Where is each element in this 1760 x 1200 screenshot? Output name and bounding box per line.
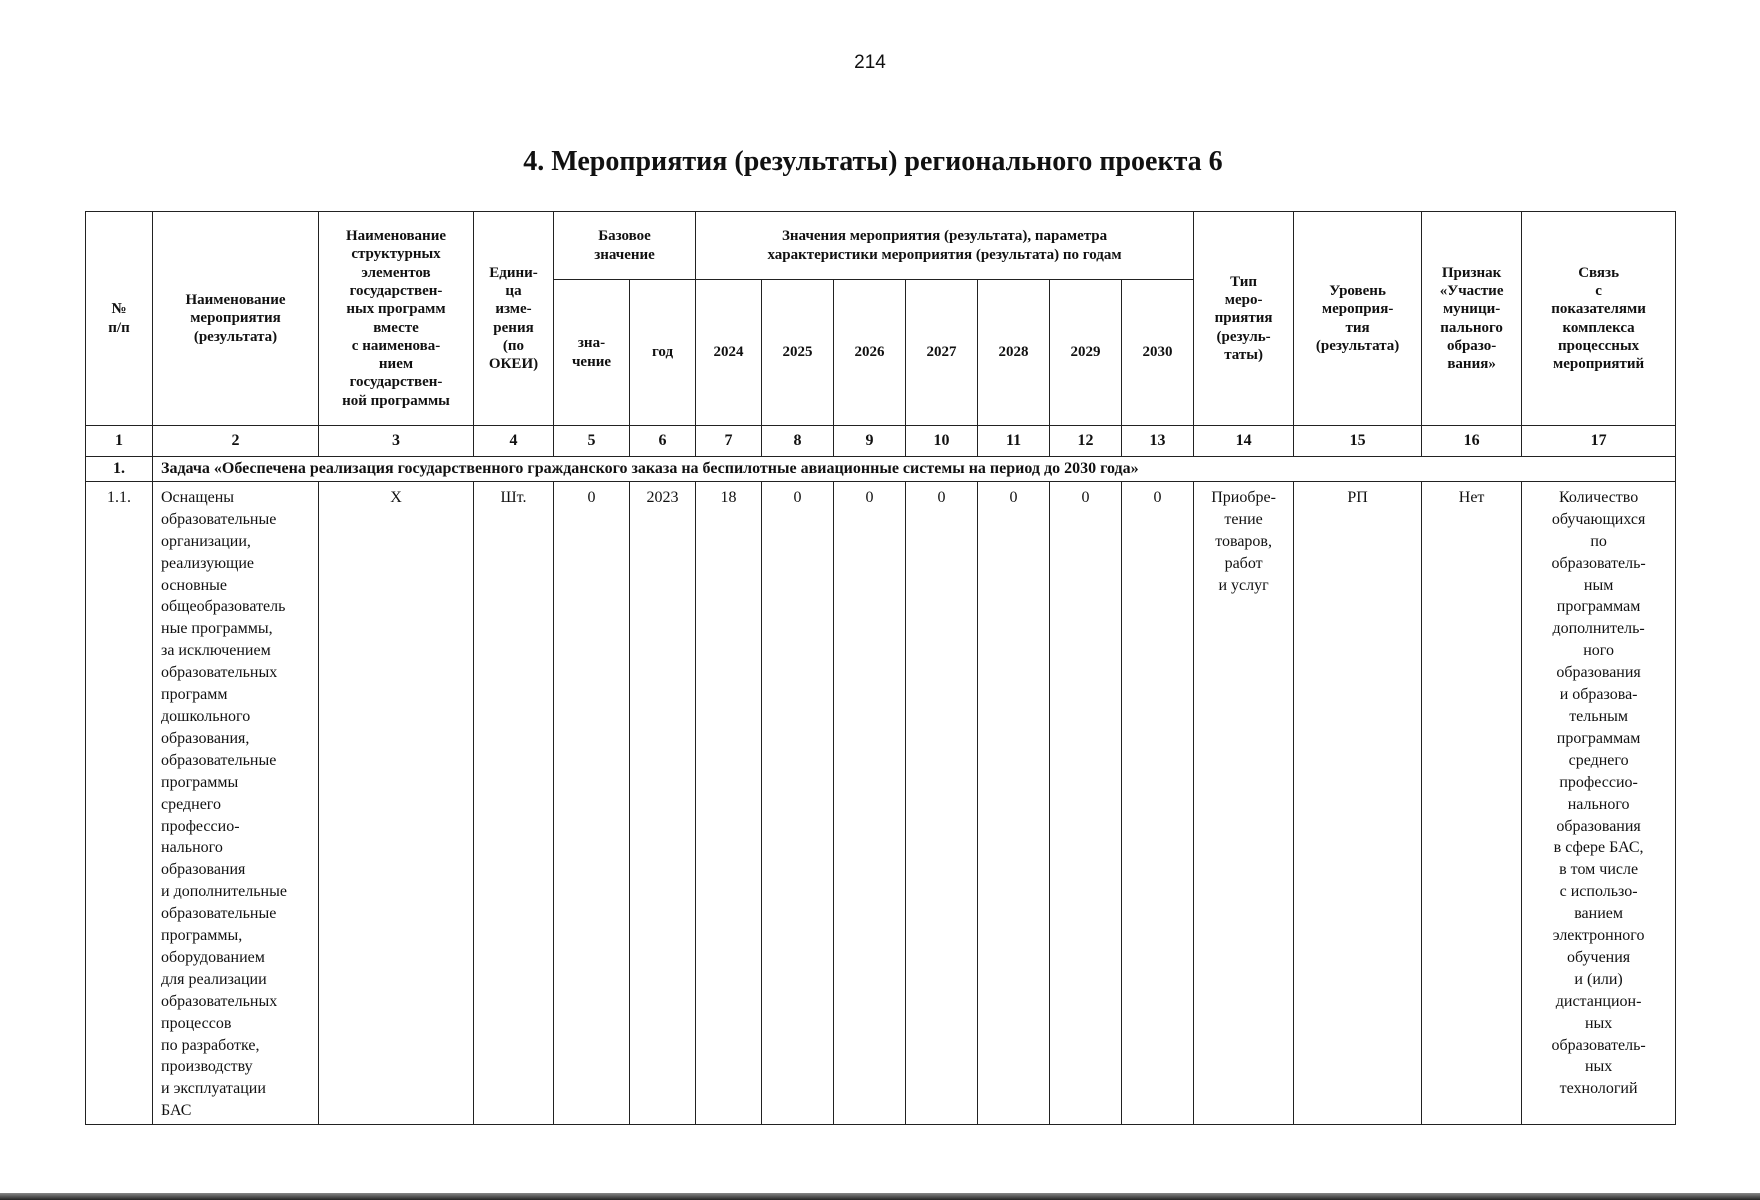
header-unit: Едини- ца изме- рения (по ОКЕИ): [474, 212, 554, 426]
table-row: [86, 481, 1676, 1124]
header-name: Наименование мероприятия (результата): [153, 212, 319, 426]
header-year: 2027: [906, 280, 978, 426]
column-number: 1: [86, 426, 153, 457]
column-number: 7: [696, 426, 762, 457]
header-values-group: Значения мероприятия (результата), параметра характеристики мероприятия (результата) по годам: [696, 212, 1194, 280]
header-link: Связь с показателями комплекса процессных мероприятий: [1522, 212, 1676, 426]
column-number: 14: [1194, 426, 1294, 457]
header-type: Тип меро- приятия (резуль- таты): [1194, 212, 1294, 426]
column-number: 8: [762, 426, 834, 457]
indicator-link-cell: Количество обучающихся по образователь- ным программам дополнитель- ного образования и образова- тельным программам среднего профессио- нального образования в сфере БАС, в том числе с использо- ванием электронного обучения и (или) дистанцион- ных образователь- ных технологий: [1522, 481, 1676, 1124]
base-year-cell: 2023: [630, 481, 696, 1124]
column-number: 16: [1422, 426, 1522, 457]
header-level: Уровень мероприя- тия (результата): [1294, 212, 1422, 426]
column-number: 6: [630, 426, 696, 457]
task-text: Задача «Обеспечена реализация государственного гражданского заказа на беспилотные авиационные системы на период до 2030 года»: [153, 457, 1676, 482]
event-level-cell: РП: [1294, 481, 1422, 1124]
header-year: 2029: [1050, 280, 1122, 426]
municipal-flag-cell: Нет: [1422, 481, 1522, 1124]
year-value-cell: 18: [696, 481, 762, 1124]
year-value-cell: 0: [978, 481, 1050, 1124]
structural-element: X: [319, 481, 474, 1124]
header-num: № п/п: [86, 212, 153, 426]
year-value-cell: 0: [1122, 481, 1194, 1124]
column-number: 3: [319, 426, 474, 457]
header-structural-elements: Наименование структурных элементов государствен- ных программ вместе с наименова- нием государствен- ной программы: [319, 212, 474, 426]
year-value-cell: 0: [1050, 481, 1122, 1124]
row-number: 1.1.: [86, 481, 153, 1124]
unit-cell: Шт.: [474, 481, 554, 1124]
task-number: 1.: [86, 457, 153, 482]
header-year: 2025: [762, 280, 834, 426]
event-name: Оснащены образовательные организации, реализующие основные общеобразователь ные программы, за исключением образовательных программ дошкольного образования, образовательные программы среднего профессио- нального образования и дополнительные образовательные программы, оборудованием для реализации образовательных процессов по разработке, производству и эксплуатации БАС: [153, 481, 319, 1124]
header-municipal: Признак «Участие муници- пального образо- вания»: [1422, 212, 1522, 426]
column-number: 17: [1522, 426, 1676, 457]
column-number: 9: [834, 426, 906, 457]
events-table: [85, 211, 1676, 1125]
year-value-cell: 0: [762, 481, 834, 1124]
event-type-cell: Приобре- тение товаров, работ и услуг: [1194, 481, 1294, 1124]
page-number: 214: [854, 52, 886, 73]
column-number: 11: [978, 426, 1050, 457]
header-base-value: зна- чение: [554, 280, 630, 426]
header-year: 2028: [978, 280, 1050, 426]
column-number-row: [86, 426, 1676, 457]
column-number: 15: [1294, 426, 1422, 457]
header-base-value-group: Базовое значение: [554, 212, 696, 280]
header-base-year: год: [630, 280, 696, 426]
task-row: [86, 457, 1676, 482]
column-number: 5: [554, 426, 630, 457]
scan-edge: [0, 1193, 1760, 1200]
column-number: 13: [1122, 426, 1194, 457]
column-number: 10: [906, 426, 978, 457]
column-number: 4: [474, 426, 554, 457]
year-value-cell: 0: [906, 481, 978, 1124]
header-year: 2030: [1122, 280, 1194, 426]
column-number: 2: [153, 426, 319, 457]
base-value-cell: 0: [554, 481, 630, 1124]
header-year: 2024: [696, 280, 762, 426]
column-number: 12: [1050, 426, 1122, 457]
header-year: 2026: [834, 280, 906, 426]
year-value-cell: 0: [834, 481, 906, 1124]
document-title: 4. Мероприятия (результаты) регионального проекта 6: [523, 146, 1223, 177]
